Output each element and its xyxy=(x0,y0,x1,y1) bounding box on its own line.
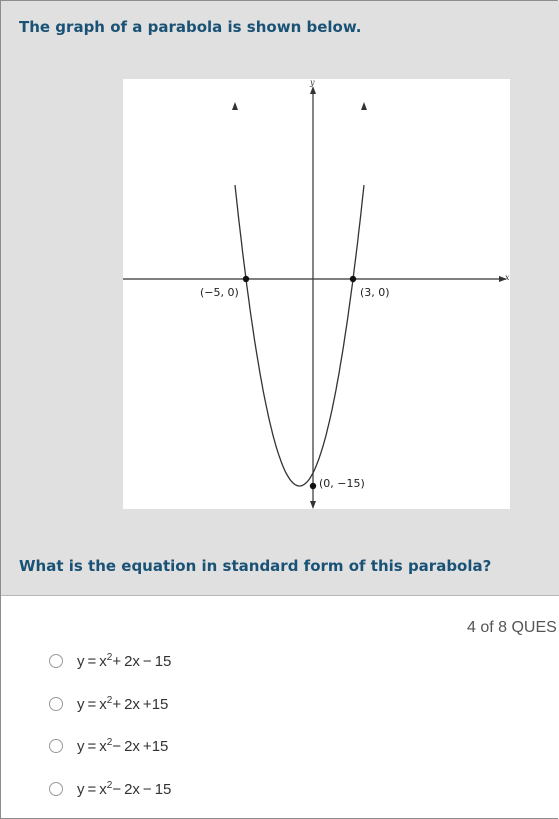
point-label-right: (3, 0) xyxy=(360,286,390,299)
answer-option-3[interactable] xyxy=(49,734,168,758)
option-equation: $y = x^2- 2x +15$ xyxy=(77,737,169,755)
parabola-curve xyxy=(235,185,364,486)
y-axis-arrow-down xyxy=(310,501,316,509)
answer-option-4[interactable] xyxy=(49,777,171,801)
point-label-bottom: (0, −15) xyxy=(319,477,365,490)
parabola-graph-svg xyxy=(123,79,510,509)
radio-icon[interactable] xyxy=(49,654,63,668)
option-equation: $y = x^2+ 2x - 15$ xyxy=(77,652,172,670)
answer-option-2[interactable] xyxy=(49,692,168,716)
point-right-intercept xyxy=(350,276,356,282)
option-equation: $y = x^2- 2x - 15$ xyxy=(77,780,172,798)
y-axis-arrow-up xyxy=(310,86,316,94)
curve-arrow-right xyxy=(361,102,367,110)
question-counter: 4 of 8 QUES xyxy=(467,619,557,636)
curve-arrow-left xyxy=(232,102,238,110)
point-left-intercept xyxy=(243,276,249,282)
question-intro: The graph of a parabola is shown below. xyxy=(19,18,362,36)
radio-icon[interactable] xyxy=(49,782,63,796)
x-axis-label: x xyxy=(505,273,510,282)
point-label-left: (−5, 0) xyxy=(200,286,239,299)
point-y-intercept xyxy=(310,483,316,489)
radio-icon[interactable] xyxy=(49,697,63,711)
parabola-graph xyxy=(123,79,510,509)
question-panel xyxy=(1,1,559,596)
y-axis-label: y xyxy=(310,79,315,87)
answer-option-1[interactable] xyxy=(49,649,171,673)
option-equation: $y = x^2+ 2x +15$ xyxy=(77,695,169,713)
radio-icon[interactable] xyxy=(49,739,63,753)
question-prompt: What is the equation in standard form of this parabola? xyxy=(19,557,492,575)
